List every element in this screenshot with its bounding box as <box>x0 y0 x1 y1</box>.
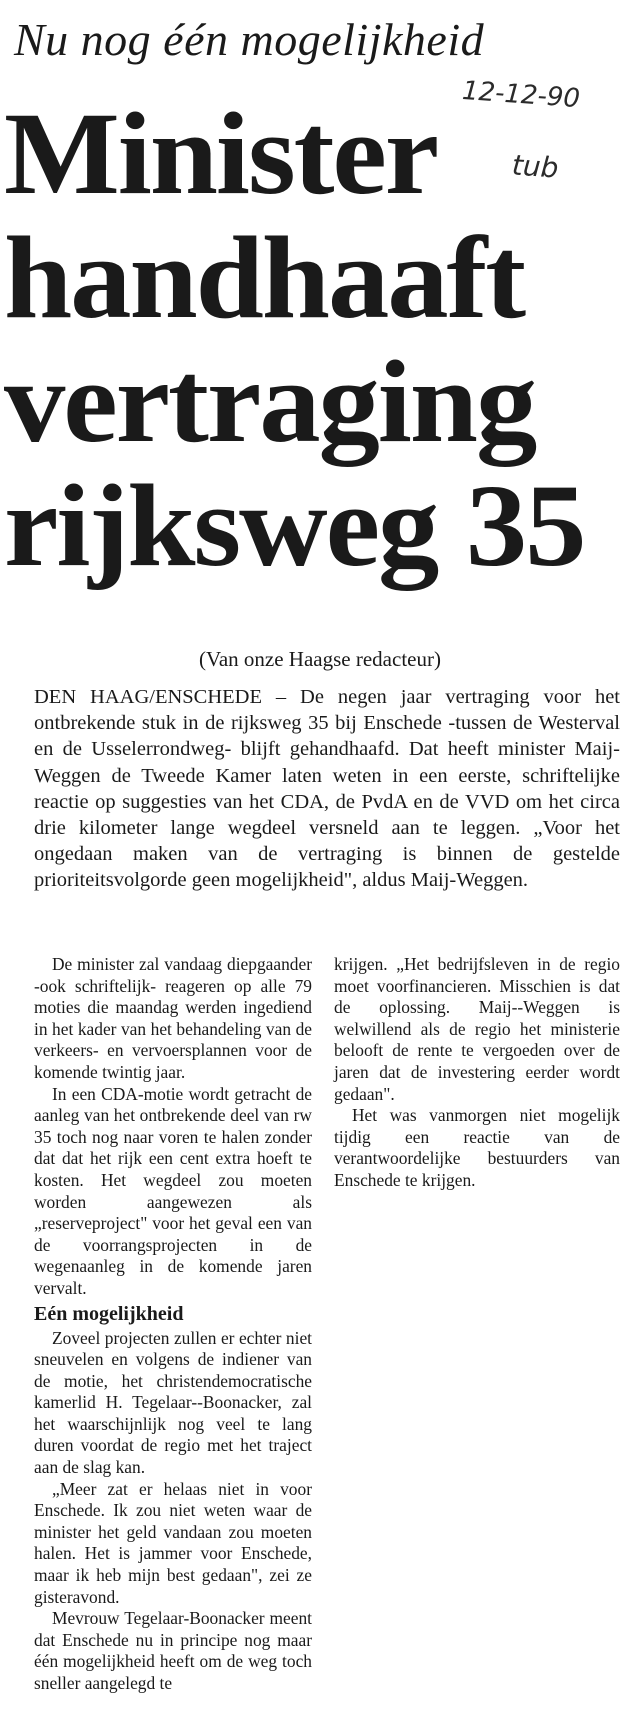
paragraph: In een CDA-motie wordt getracht de aanleg van het ontbrekende deel van rw 35 toch nog naar voren te halen zonder dat dat het rijk een cent extra hoeft te kosten. Het wegdeel zou moeten worden aangewezen als „reserveproject" voor het geval een van de voorrangsprojecten in de wegenaanleg in de komende jaren vervalt. <box>34 1083 312 1298</box>
handwritten-initials: tub <box>510 148 560 185</box>
kicker: Nu nog één mogelijkheid <box>14 14 485 65</box>
headline-line: vertraging <box>4 336 536 467</box>
subheading: Eén mogelijkheid <box>34 1302 184 1325</box>
headline-line: handhaaft <box>4 212 525 343</box>
headline <box>4 88 640 591</box>
paragraph: De minister zal vandaag diepgaander -ook schriftelijk- reageren op alle 79 moties die maandag werden ingediend in het kader van het behandeling van de verkeers- en vervoersplannen voor de komende twintig jaar. <box>34 954 312 1082</box>
article-column-1 <box>34 954 312 1695</box>
byline: (Van onze Haagse redacteur) <box>199 647 441 671</box>
lead-paragraph: DEN HAAG/ENSCHEDE – De negen jaar vertraging voor het ontbrekende stuk in de rijksweg 35 bij Enschede -tussen de Westerval en de Usselerrondweg- blijft gehandhaafd. Dat heeft minister Maij-Weggen de Tweede Kamer laten weten in een eerste, schriftelijke reactie op suggesties van het CDA, de PvdA en de VVD om het circa drie kilometer lange wegdeel versneld aan te leggen. „Voor het ongedaan maken van de vertraging is binnen de gestelde prioriteitsvolgorde geen mogelijkheid", aldus Maij-Weggen. <box>34 686 620 892</box>
headline-line: rijksweg 35 <box>4 460 585 591</box>
paragraph: Het was vanmorgen niet mogelijk tijdig een reactie van de verantwoordelijke bestuurders van Enschede te krijgen. <box>334 1105 620 1190</box>
paragraph: Zoveel projecten zullen er echter niet sneuvelen en volgens de indiener van de motie, het christendemocratische kamerlid H. Tegelaar--Boonacker, zal het waarschijnlijk nog veel te lang duren voordat de regio met het traject aan de slag kan. <box>34 1327 312 1478</box>
paragraph: krijgen. „Het bedrijfsleven in de regio moet voorfinancieren. Misschien is dat de oplossing. Maij--Weggen is welwillend als de regio het ministerie belooft de rente te vergoeden over de jaren dat de investering eerder wordt gedaan". <box>334 954 620 1104</box>
paragraph: Mevrouw Tegelaar-Boonacker meent dat Enschede nu in principe nog maar één mogelijkheid heeft om de weg toch sneller aangelegd te <box>34 1608 312 1693</box>
headline-line: Minister <box>4 88 438 219</box>
paragraph: „Meer zat er helaas niet in voor Enschede. Ik zou niet weten waar de minister het geld vandaan zou moeten halen. Het is jammer voor Enschede, maar ik heb mijn best gedaan", zei ze gisteravond. <box>34 1478 312 1607</box>
handwritten-date: 12-12-90 <box>461 75 581 115</box>
article-column-2 <box>334 954 620 1192</box>
